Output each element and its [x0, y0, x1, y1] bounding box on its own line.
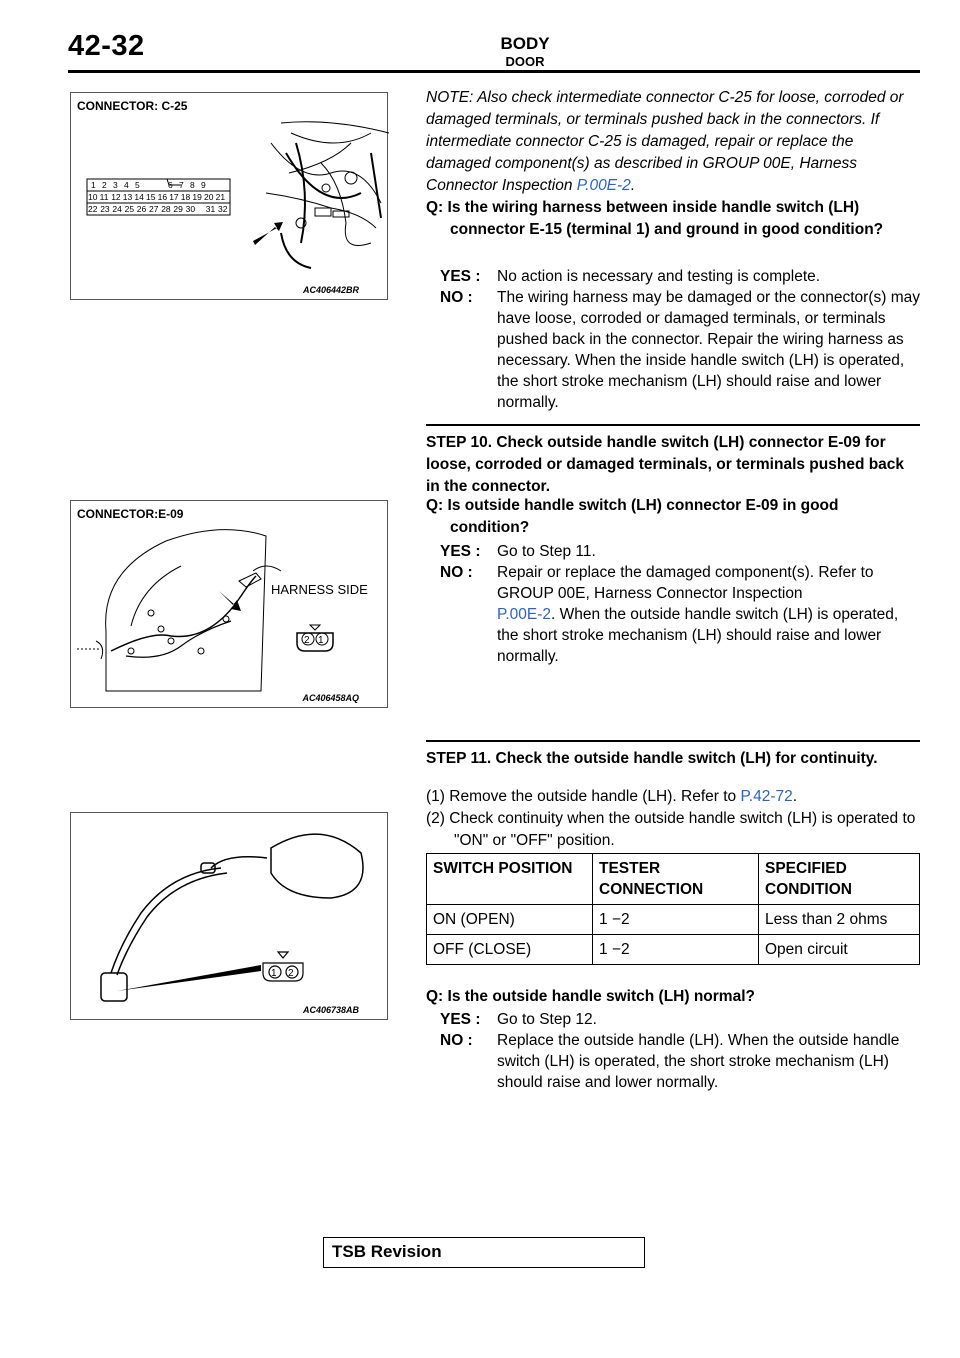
yes-text: Go to Step 12.	[497, 1011, 597, 1028]
c25-pin-label: 4	[124, 180, 129, 190]
c25-pin-label: 21	[215, 192, 226, 202]
no-key: NO :	[440, 564, 473, 581]
c25-pin-label: 8	[190, 180, 195, 190]
c25-pin-label: 32	[218, 204, 228, 214]
cell-switch-position: ON (OPEN)	[427, 905, 593, 935]
figure-code: AC406458AQ	[302, 693, 359, 703]
table-header-row	[427, 854, 920, 905]
sub1-link[interactable]: P.42-72	[740, 788, 793, 805]
sub1-text: (1) Remove the outside handle (LH). Refer to	[426, 788, 741, 805]
c25-pin-label: 12	[111, 192, 121, 202]
step-10-title: STEP 10. Check outside handle switch (LH) connector E-09 for loose, corroded or damaged terminals, or terminals pushed back in the connector.	[426, 424, 920, 498]
c25-pin-label: 10	[88, 192, 98, 202]
step-11-sub1	[426, 786, 920, 808]
cell-switch-position: OFF (CLOSE)	[427, 935, 593, 965]
e09-pin-b: 1	[318, 635, 324, 646]
figure-code: AC406442BR	[302, 285, 359, 295]
question-step11: Q: Is the outside handle switch (LH) normal?	[426, 988, 755, 1005]
c25-pin-label: 14	[134, 192, 144, 202]
c25-pin-label: 1	[91, 180, 96, 190]
answer-yes-step11	[440, 1009, 920, 1030]
c25-pin-label: 6	[168, 180, 173, 190]
outside-handle-illustration	[71, 813, 389, 1021]
figure-outside-handle	[70, 812, 388, 1020]
handle-pin-b: 2	[288, 968, 294, 979]
cell-tester-connection: 1 −2	[593, 935, 759, 965]
c25-pin-label: 26	[136, 204, 147, 214]
answer-no-step11	[440, 1030, 920, 1093]
figure-code: AC406738AB	[302, 1005, 359, 1015]
yes-key: YES :	[440, 543, 481, 560]
c25-pin-label: 23	[100, 204, 110, 214]
yes-text: Go to Step 11.	[497, 543, 596, 560]
c25-pin-label: 2	[102, 180, 107, 190]
c25-pin-label: 30	[185, 204, 196, 214]
step-11-sub2: (2) Check continuity when the outside handle switch (LH) is operated to "ON" or "OFF" position.	[426, 810, 916, 849]
e09-pin-a: 2	[304, 635, 310, 646]
cell-tester-connection: 1 −2	[593, 905, 759, 935]
c25-pin-label: 28	[161, 204, 171, 214]
no-key: NO :	[440, 289, 473, 306]
c25-pin-label: 9	[201, 180, 206, 190]
figure-label: CONNECTOR:E-09	[77, 507, 184, 521]
c25-pin-label: 27	[149, 204, 159, 214]
yes-key: YES :	[440, 268, 481, 285]
harness-illustration	[71, 93, 389, 301]
figure-label: CONNECTOR: C-25	[77, 99, 188, 113]
question-1: Q: Is the wiring harness between inside handle switch (LH) connector E-15 (terminal 1) and ground in good condition?	[426, 199, 884, 238]
header-switch-position: SWITCH POSITION	[427, 854, 593, 905]
yes-key: YES :	[440, 1011, 481, 1028]
c25-pin-label: 15	[146, 192, 156, 202]
no-key: NO :	[440, 1032, 473, 1049]
c25-pin-label: 31	[205, 204, 216, 214]
note-paragraph	[426, 87, 920, 197]
section-title: BODY	[500, 34, 550, 53]
c25-pin-label: 29	[173, 204, 183, 214]
c25-pin-label: 18	[180, 192, 191, 202]
answer-no-1	[440, 287, 920, 413]
figure-connector-e09	[70, 500, 388, 708]
no-text: The wiring harness may be damaged or the connector(s) may have loose, corroded or damaged terminals, or terminals pushed back in the connector. Repair the wiring harness as necessary. When the inside handle switch (LH) is operated, the short stroke mechanism (LH) should raise and lower normally.	[497, 289, 921, 411]
no-text-a: Repair or replace the damaged component(s). Refer to GROUP 00E, Harness Connector Inspection	[497, 564, 874, 602]
header-specified-condition: SPECIFIED CONDITION	[759, 854, 920, 905]
no-text: Replace the outside handle (LH). When the outside handle switch (LH) is operated, the short stroke mechanism (LH) should raise and lower normally.	[497, 1032, 900, 1091]
c25-pin-label: 19	[192, 192, 202, 202]
c25-pin-label: 7	[179, 180, 184, 190]
no-text-b: . When the outside handle switch (LH) is operated, the short stroke mechanism (LH) should raise and lower normally.	[497, 606, 899, 665]
no-link[interactable]: P.00E-2	[497, 606, 552, 623]
cell-specified-condition: Less than 2 ohms	[759, 905, 920, 935]
answer-yes-1	[440, 266, 920, 287]
note-text: NOTE: Also check intermediate connector C-25 for loose, corroded or damaged terminals, or terminals pushed back in the connectors. If intermediate connector C-25 is damaged, repair or replace the damaged component(s) as described in GROUP 00E, Harness Connector Inspection	[426, 89, 904, 194]
no-text	[497, 562, 920, 667]
header-rule	[68, 70, 920, 73]
continuity-table	[426, 853, 920, 965]
c25-pin-label: 11	[99, 192, 109, 202]
table-row	[427, 905, 920, 935]
cell-specified-condition: Open circuit	[759, 935, 920, 965]
c25-pin-label: 3	[113, 180, 118, 190]
harness-side-label: HARNESS SIDE	[271, 582, 368, 597]
note-tail: .	[630, 177, 636, 194]
c25-pin-label: 13	[122, 192, 133, 202]
c25-pin-label: 20	[204, 192, 214, 202]
c25-pin-label: 24	[112, 204, 122, 214]
c25-pin-label: 16	[157, 192, 168, 202]
answer-yes-step10	[440, 541, 920, 562]
c25-pin-label: 17	[169, 192, 179, 202]
c25-pin-label: 25	[124, 204, 135, 214]
c25-pin-label: 22	[88, 204, 98, 214]
sub1-tail: .	[792, 788, 798, 805]
page-number: 42-32	[68, 30, 145, 62]
figure-connector-c25	[70, 92, 388, 300]
door-harness-illustration	[71, 501, 389, 709]
note-link[interactable]: P.00E-2	[576, 177, 631, 194]
subsection-title: DOOR	[505, 54, 545, 69]
handle-pin-a: 1	[271, 968, 277, 979]
answer-no-step10	[440, 562, 920, 667]
step-11-title: STEP 11. Check the outside handle switch (LH) for continuity.	[426, 740, 920, 770]
c25-pin-label: 5	[135, 180, 140, 190]
question-step10: Q: Is outside handle switch (LH) connector E-09 in good condition?	[426, 497, 839, 536]
table-row	[427, 935, 920, 965]
header-tester-connection: TESTER CONNECTION	[593, 854, 759, 905]
tsb-revision-box: TSB Revision	[323, 1237, 645, 1268]
yes-text: No action is necessary and testing is complete.	[497, 268, 821, 285]
